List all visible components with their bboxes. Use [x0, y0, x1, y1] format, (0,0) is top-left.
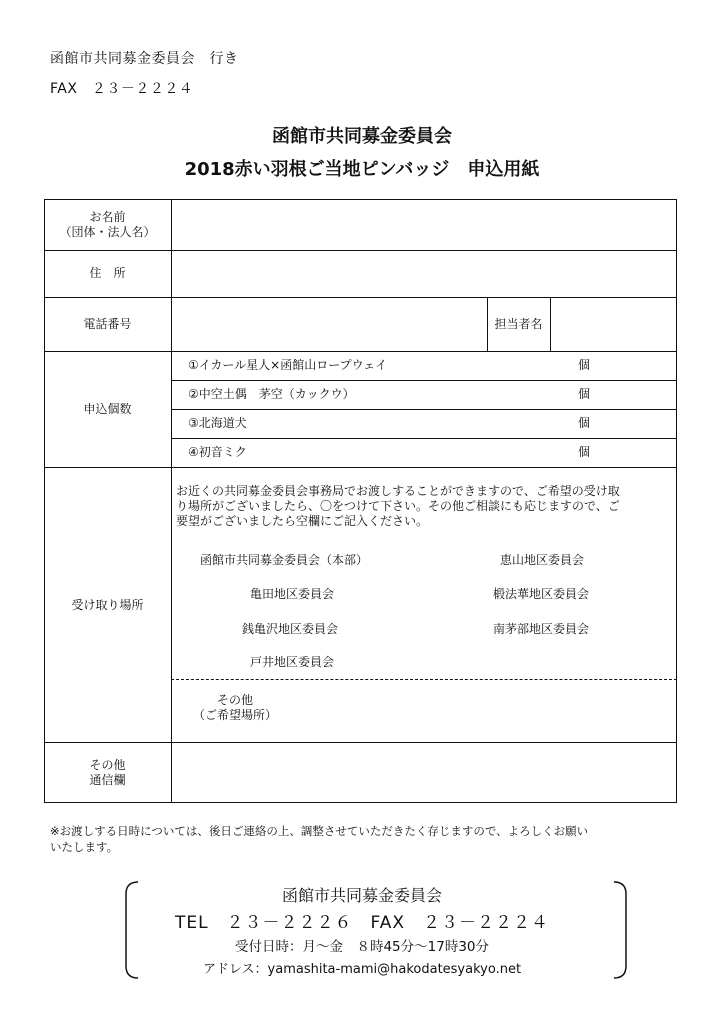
item-unit: 個 — [578, 416, 591, 430]
item-unit: 個 — [578, 387, 591, 401]
location-option[interactable]: 銭亀沢地区委員会 — [242, 622, 339, 636]
location-option[interactable]: 函館市共同募金委員会（本部） — [200, 553, 369, 567]
name-label: お名前 （団体・法人名） — [59, 210, 156, 239]
contact-hours: 受付日時：月～金 ８時45分～17時30分 — [234, 939, 490, 955]
item-unit: 個 — [578, 358, 591, 372]
quantity-label: 申込個数 — [83, 402, 132, 416]
location-option[interactable]: 恵山地区委員会 — [500, 553, 585, 567]
location-option[interactable]: 戸井地区委員会 — [250, 655, 335, 669]
item-name: ①イカール星人×函館山ロープウェイ — [188, 358, 388, 372]
schedule-note: ※お渡しする日時については、後日ご連絡の上、調整させていただきたく存じますので、よろしくお願い いたします。 — [50, 824, 589, 854]
location-option[interactable]: 亀田地区委員会 — [250, 587, 335, 601]
form-title: 2018赤い羽根ご当地ピンバッジ 申込用紙 — [184, 159, 540, 180]
contact-email[interactable]: アドレス：yamashita-mami@hakodatesyakyo.net — [202, 962, 522, 977]
contact-person-label: 担当者名 — [494, 317, 543, 331]
contact-org: 函館市共同募金委員会 — [281, 886, 442, 905]
communication-field[interactable] — [172, 743, 676, 802]
contact-tel-fax: TEL ２３－２２２６ FAX ２３－２２２４ — [174, 913, 550, 933]
pickup-description: お近くの共同募金委員会事務局でお渡しすることができますので、ご希望の受け取 り場所がございましたら、〇をつけて下さい。その他ご相談にも応じますので、ご 要望がございましたら空欄にご記入ください。 — [176, 484, 620, 528]
name-field[interactable] — [172, 200, 676, 250]
location-option[interactable]: 椴法華地区委員会 — [493, 587, 590, 601]
item-name: ④初音ミク — [188, 445, 247, 459]
item-name: ②中空土偶 茅空（カックウ） — [188, 387, 355, 401]
fax-line: FAX ２３－２２２４ — [50, 81, 194, 97]
other-place-field[interactable] — [290, 681, 676, 741]
pickup-label: 受け取り場所 — [71, 598, 144, 612]
contact-person-field[interactable] — [551, 298, 676, 351]
address-label: 住 所 — [89, 266, 126, 280]
other-place-label: その他 （ご希望場所） — [192, 693, 277, 722]
communication-label: その他 通信欄 — [89, 758, 126, 787]
address-field[interactable] — [172, 251, 676, 297]
phone-field[interactable] — [172, 298, 486, 351]
recipient-line: 函館市共同募金委員会 行き — [50, 51, 239, 67]
location-option[interactable]: 南茅部地区委員会 — [493, 622, 590, 636]
phone-label: 電話番号 — [83, 317, 132, 331]
item-name: ③北海道犬 — [188, 416, 247, 430]
org-title: 函館市共同募金委員会 — [272, 126, 452, 147]
item-unit: 個 — [578, 445, 591, 459]
